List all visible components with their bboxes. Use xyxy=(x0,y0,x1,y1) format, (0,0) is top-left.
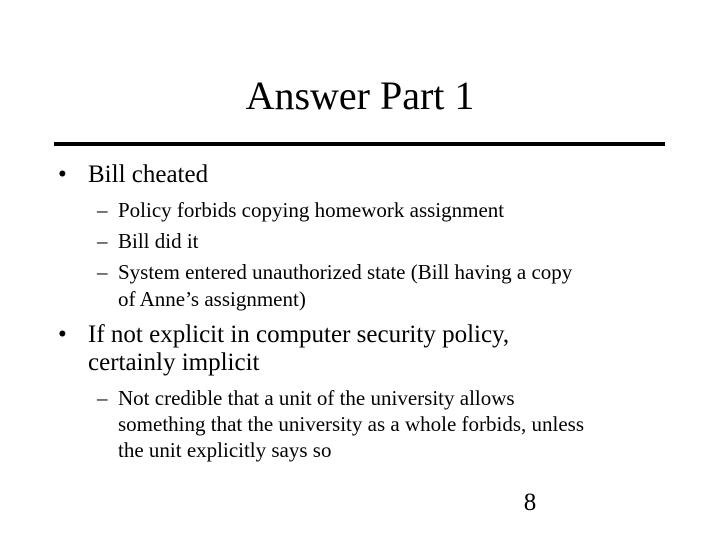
page-number: 8 xyxy=(523,489,537,516)
bullet-text: Bill cheated xyxy=(88,161,209,188)
sub-bullet-text: Not credible that a unit of the university allows xyxy=(118,386,515,410)
slide-title: Answer Part 1 xyxy=(245,73,475,118)
sub-bullet-text: System entered unauthorized state (Bill having a copy xyxy=(118,260,573,284)
sub-bullet-text: the unit explicitly says so xyxy=(118,438,332,462)
bullet-marker: • xyxy=(58,161,67,188)
sub-bullet-marker: – xyxy=(97,386,108,410)
sub-bullet-text: Policy forbids copying homework assignment xyxy=(118,198,505,222)
bullet-text: certainly implicit xyxy=(88,349,260,376)
title-divider xyxy=(54,142,665,146)
sub-bullet-marker: – xyxy=(97,229,108,253)
sub-bullet-marker: – xyxy=(97,198,108,222)
sub-bullet-text: of Anne’s assignment) xyxy=(118,287,306,311)
bullet-text: If not explicit in computer security policy, xyxy=(88,321,510,348)
bullet-marker: • xyxy=(58,321,67,348)
sub-bullet-text: something that the university as a whole forbids, unless xyxy=(118,412,585,436)
sub-bullet-marker: – xyxy=(97,260,108,284)
sub-bullet-text: Bill did it xyxy=(118,229,199,253)
